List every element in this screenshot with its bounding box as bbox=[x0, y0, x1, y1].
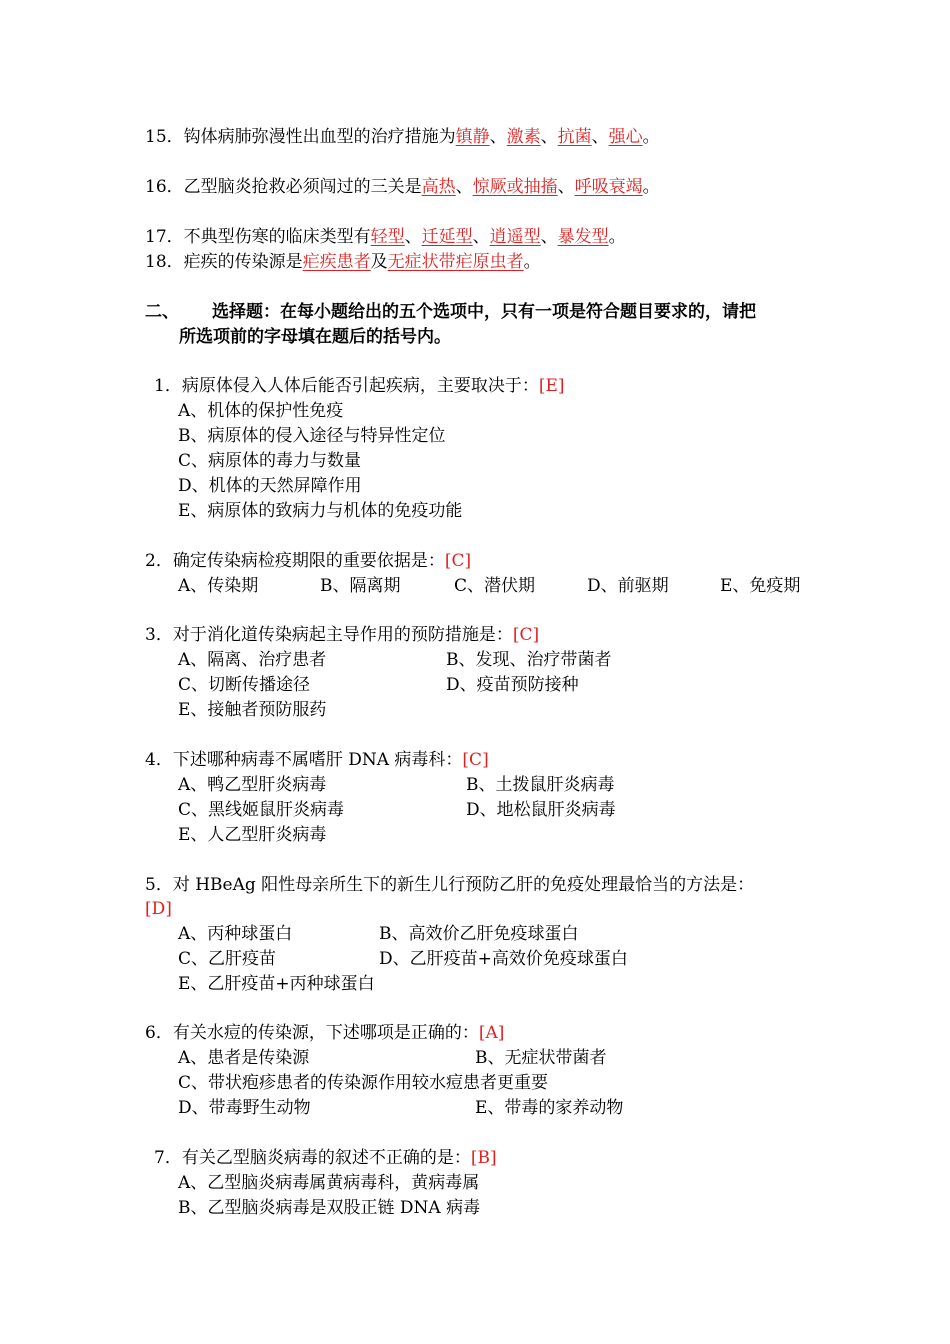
answer-bracket: [A] bbox=[478, 1023, 505, 1043]
q2-option-c: C、潜伏期 bbox=[454, 576, 536, 596]
q3-option-b: B、发现、治疗带菌者 bbox=[446, 650, 612, 670]
answer-blank: 无症状带疟原虫者 bbox=[387, 252, 524, 272]
q4-option-b: B、土拨鼠肝炎病毒 bbox=[466, 775, 615, 795]
q4-option-c: C、黑线姬鼠肝炎病毒 bbox=[178, 800, 345, 820]
answer-letter: D bbox=[151, 899, 166, 919]
answer-blank: 逍遥型 bbox=[489, 227, 541, 247]
end-mark: 。 bbox=[642, 127, 660, 147]
end-mark: 。 bbox=[642, 177, 660, 197]
separator: 、 bbox=[557, 177, 575, 197]
answer-blank: 抗菌 bbox=[557, 127, 592, 147]
q7-option-a: A、乙型脑炎病毒属黄病毒科，黄病毒属 bbox=[178, 1173, 480, 1193]
q2-option-b: B、隔离期 bbox=[320, 576, 401, 596]
end-mark: 。 bbox=[608, 227, 626, 247]
q1-option-c: C、病原体的毒力与数量 bbox=[178, 451, 362, 471]
q1-option-a: A、机体的保护性免疫 bbox=[178, 401, 344, 421]
q6-option-e: E、带毒的家养动物 bbox=[475, 1098, 624, 1118]
q5-option-b: B、高效价乙肝免疫球蛋白 bbox=[379, 924, 579, 944]
item-number: 15 bbox=[145, 127, 167, 147]
question-1-stem bbox=[154, 375, 565, 397]
question-text: 1．病原体侵入人体后能否引起疾病，主要取决于： bbox=[154, 376, 539, 396]
question-text: 6．有关水痘的传染源，下述哪项是正确的： bbox=[145, 1023, 479, 1043]
q1-option-e: E、病原体的致病力与机体的免疫功能 bbox=[178, 501, 463, 521]
end-mark: 。 bbox=[523, 252, 541, 272]
question-5-stem: 5．对 HBeAg 阳性母亲所生下的新生儿行预防乙肝的免疫处理最恰当的方法是： bbox=[145, 875, 755, 895]
answer-letter: C bbox=[469, 750, 483, 770]
answer-letter: E bbox=[545, 376, 558, 396]
answer-blank: 镇静 bbox=[455, 127, 490, 147]
item-number: 16 bbox=[145, 177, 167, 197]
q2-option-d: D、前驱期 bbox=[587, 576, 669, 596]
answer-blank: 强心 bbox=[608, 127, 643, 147]
answer-blank: 暴发型 bbox=[557, 227, 609, 247]
answer-bracket: [B] bbox=[470, 1148, 497, 1168]
answer-bracket: [D] bbox=[145, 899, 172, 919]
item-text: 不典型伤寒的临床类型有 bbox=[183, 227, 371, 247]
q4-option-a: A、鸭乙型肝炎病毒 bbox=[178, 775, 327, 795]
q5-option-e: E、乙肝疫苗+丙种球蛋白 bbox=[178, 974, 375, 994]
q3-option-d: D、疫苗预防接种 bbox=[446, 675, 579, 695]
question-text: 4．下述哪种病毒不属嗜肝 DNA 病毒科： bbox=[145, 750, 463, 770]
fill-item-18: 18．疟疾的传染源是疟疾患者及无症状带疟原虫者。 bbox=[145, 252, 541, 272]
item-text: 钩体病肺弥漫性出血型的治疗措施为 bbox=[183, 127, 456, 147]
item-text: 乙型脑炎抢救必须闯过的三关是 bbox=[183, 177, 422, 197]
answer-blank: 迁延型 bbox=[421, 227, 473, 247]
answer-bracket: [E] bbox=[538, 376, 565, 396]
q4-option-d: D、地松鼠肝炎病毒 bbox=[466, 800, 616, 820]
q1-option-b: B、病原体的侵入途径与特异性定位 bbox=[178, 426, 446, 446]
answer-bracket: [C] bbox=[462, 750, 489, 770]
question-text: 3．对于消化道传染病起主导作用的预防措施是： bbox=[145, 625, 513, 645]
question-4-stem bbox=[145, 749, 489, 771]
fill-item-16: 16．乙型脑炎抢救必须闯过的三关是高热、惊厥或抽搐、呼吸衰竭。 bbox=[145, 177, 660, 197]
fill-item-15: 15．钩体病肺弥漫性出血型的治疗措施为镇静、激素、抗菌、强心。 bbox=[145, 127, 660, 147]
separator: 、 bbox=[455, 177, 473, 197]
q6-option-d: D、带毒野生动物 bbox=[178, 1098, 311, 1118]
q4-option-e: E、人乙型肝炎病毒 bbox=[178, 825, 327, 845]
answer-letter: B bbox=[477, 1148, 490, 1168]
answer-blank: 轻型 bbox=[370, 227, 405, 247]
question-text: 2．确定传染病检疫期限的重要依据是： bbox=[145, 551, 445, 571]
answer-blank: 疟疾患者 bbox=[302, 252, 371, 272]
item-number: 18 bbox=[145, 252, 167, 272]
q6-option-a: A、患者是传染源 bbox=[178, 1048, 310, 1068]
q6-option-b: B、无症状带菌者 bbox=[475, 1048, 607, 1068]
answer-letter: C bbox=[451, 551, 465, 571]
section-heading-line2: 所选项前的字母填在题后的括号内。 bbox=[179, 327, 451, 347]
question-3-stem bbox=[145, 624, 539, 646]
q5-option-a: A、丙种球蛋白 bbox=[178, 924, 293, 944]
answer-blank: 惊厥或抽搐 bbox=[472, 177, 558, 197]
answer-letter: A bbox=[485, 1023, 498, 1043]
item-number: 17 bbox=[145, 227, 167, 247]
q5-option-c: C、乙肝疫苗 bbox=[178, 949, 277, 969]
answer-letter: C bbox=[519, 625, 533, 645]
question-6-stem bbox=[145, 1022, 504, 1044]
separator: 、 bbox=[489, 127, 507, 147]
separator: 、 bbox=[540, 127, 558, 147]
separator: 、 bbox=[591, 127, 609, 147]
answer-blank: 呼吸衰竭 bbox=[574, 177, 643, 197]
answer-bracket: [C] bbox=[512, 625, 540, 645]
q7-option-b: B、乙型脑炎病毒是双股正链 DNA 病毒 bbox=[178, 1198, 481, 1218]
q1-option-d: D、机体的天然屏障作用 bbox=[178, 476, 362, 496]
question-text: 7．有关乙型脑炎病毒的叙述不正确的是： bbox=[154, 1148, 471, 1168]
q3-option-a: A、隔离、治疗患者 bbox=[178, 650, 327, 670]
q2-option-a: A、传染期 bbox=[178, 576, 259, 596]
q6-option-c: C、带状疱疹患者的传染源作用较水痘患者更重要 bbox=[178, 1073, 549, 1093]
answer-bracket: [C] bbox=[444, 551, 472, 571]
item-text: 疟疾的传染源是 bbox=[183, 252, 303, 272]
q2-option-e: E、免疫期 bbox=[720, 576, 801, 596]
fill-item-17: 17．不典型伤寒的临床类型有轻型、迁延型、逍遥型、暴发型。 bbox=[145, 227, 626, 247]
answer-blank: 激素 bbox=[506, 127, 541, 147]
question-2-stem bbox=[145, 550, 471, 572]
section-number: 二、 bbox=[145, 302, 179, 322]
separator: 、 bbox=[540, 227, 558, 247]
separator: 、 bbox=[472, 227, 490, 247]
q5-option-d: D、乙肝疫苗+高效价免疫球蛋白 bbox=[379, 949, 628, 969]
q3-option-e: E、接触者预防服药 bbox=[178, 700, 327, 720]
answer-blank: 高热 bbox=[421, 177, 456, 197]
question-7-stem bbox=[154, 1147, 497, 1169]
separator: 、 bbox=[404, 227, 422, 247]
q3-option-c: C、切断传播途径 bbox=[178, 675, 311, 695]
section-heading-line1: 选择题：在每小题给出的五个选项中，只有一项是符合题目要求的，请把 bbox=[212, 302, 756, 322]
separator: 及 bbox=[370, 252, 388, 272]
